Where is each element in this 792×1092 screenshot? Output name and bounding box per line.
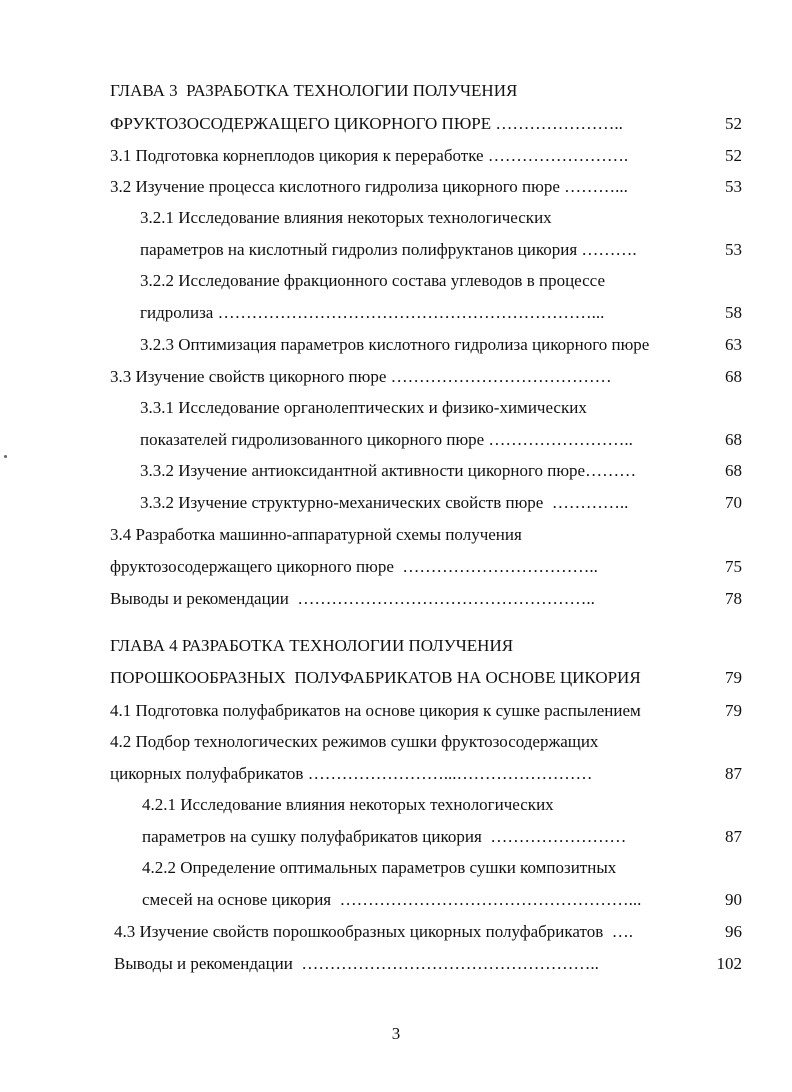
toc-entry-text: Выводы и рекомендации …………………………………………….. [114,954,599,973]
toc-entry [140,492,628,514]
toc-entry-text: параметров на сушку полуфабрикатов цикория …………………… [142,827,627,846]
toc-entry-text: 3.2 Изучение процесса кислотного гидролиза цикорного пюре ………... [110,177,628,196]
toc-entry [114,921,633,943]
toc-entry [110,588,595,610]
scan-speck [4,455,7,458]
toc-entry [110,763,592,785]
toc-entry-text: 3.4 Разработка машинно-аппаратурной схемы получения [110,525,522,544]
toc-entry-text: 4.1 Подготовка полуфабрикатов на основе цикория к сушке распылением [110,701,641,720]
toc-page-number: 90 [725,890,742,909]
toc-entry-text: 4.2.2 Определение оптимальных параметров сушки композитных [142,858,617,877]
toc-entry [110,176,628,198]
toc-entry [140,334,649,356]
toc-page-number: 102 [716,954,742,973]
toc-entry [142,826,626,848]
toc-entry-text: параметров на кислотный гидролиз полифруктанов цикория ………. [140,240,637,259]
toc-page-number: 63 [725,335,742,354]
toc-entry-text: 4.3 Изучение свойств порошкообразных цикорных полуфабрикатов …. [114,922,633,941]
toc-page-number: 53 [725,177,742,196]
toc-entry-text: 3.3.1 Исследование органолептических и физико-химических [140,398,587,417]
toc-entry-text: фруктозосодержащего цикорного пюре …………………………….. [110,557,598,576]
toc-entry-text: 3.3.2 Изучение антиоксидантной активности цикорного пюре……… [140,461,637,480]
toc-page-number: 87 [725,764,742,783]
page-number: 3 [391,1024,401,1043]
toc-entry [110,700,641,722]
toc-entry [140,460,636,482]
toc-page-number: 52 [725,114,742,133]
toc-page-number: 75 [725,557,742,576]
toc-entry [140,302,604,324]
toc-entry-text: ГЛАВА 3 РАЗРАБОТКА ТЕХНОЛОГИИ ПОЛУЧЕНИЯ [110,81,518,100]
toc-entry-text: 3.1 Подготовка корнеплодов цикория к переработке ……………………. [110,146,629,165]
toc-page-number: 52 [725,146,742,165]
toc-entry [140,270,605,292]
toc-entry-text: ФРУКТОЗОСОДЕРЖАЩЕГО ЦИКОРНОГО ПЮРЕ ………………….. [110,114,623,133]
toc-page-number: 68 [725,367,742,386]
toc-entry-text: 3.2.2 Исследование фракционного состава углеводов в процессе [140,271,605,290]
toc-entry-text: 4.2 Подбор технологических режимов сушки фруктозосодержащих [110,732,599,751]
toc-entry-text: 3.3.2 Изучение структурно-механических свойств пюре ………….. [140,493,629,512]
toc-entry [110,80,517,102]
toc-page-number: 78 [725,589,742,608]
toc-page-number: 79 [725,668,742,687]
toc-entry [110,556,598,578]
toc-page-number: 58 [725,303,742,322]
toc-entry [110,366,612,388]
toc-entry-text: 3.3 Изучение свойств цикорного пюре ………………………………… [110,367,612,386]
toc-entry [110,524,522,546]
toc-entry [142,857,616,879]
toc-page-number: 79 [725,701,742,720]
toc-entry [110,667,641,689]
toc-entry-text: показателей гидролизованного цикорного пюре …………………….. [140,430,633,449]
toc-entry-text: Выводы и рекомендации …………………………………………….. [110,589,595,608]
toc-entry-text: 4.2.1 Исследование влияния некоторых технологических [142,795,554,814]
toc-entry [140,397,587,419]
toc-entry [114,953,599,975]
toc-entry-text: 3.2.3 Оптимизация параметров кислотного гидролиза цикорного пюре [140,335,650,354]
toc-entry [110,113,623,135]
toc-page-number: 68 [725,461,742,480]
toc-page-number: 70 [725,493,742,512]
toc-page-number: 96 [725,922,742,941]
toc-entry [140,239,637,261]
toc-entry [142,889,641,911]
toc-page-number: 68 [725,430,742,449]
toc-entry [110,635,513,657]
toc-entry-text: 3.2.1 Исследование влияния некоторых технологических [140,208,552,227]
toc-entry-text: ПОРОШКООБРАЗНЫХ ПОЛУФАБРИКАТОВ НА ОСНОВЕ ЦИКОРИЯ [110,668,641,687]
toc-entry [110,145,628,167]
toc-entry-text: смесей на основе цикория ……………………………………………... [142,890,642,909]
toc-page-number: 87 [725,827,742,846]
toc-entry-text: цикорных полуфабрикатов ……………………...…………………… [110,764,593,783]
toc-entry [142,794,554,816]
toc-entry [140,207,552,229]
toc-entry [140,429,633,451]
toc-entry-text: гидролиза …………………………………………………………... [140,303,605,322]
toc-entry [110,731,598,753]
toc-page-number: 53 [725,240,742,259]
toc-entry-text: ГЛАВА 4 РАЗРАБОТКА ТЕХНОЛОГИИ ПОЛУЧЕНИЯ [110,636,514,655]
